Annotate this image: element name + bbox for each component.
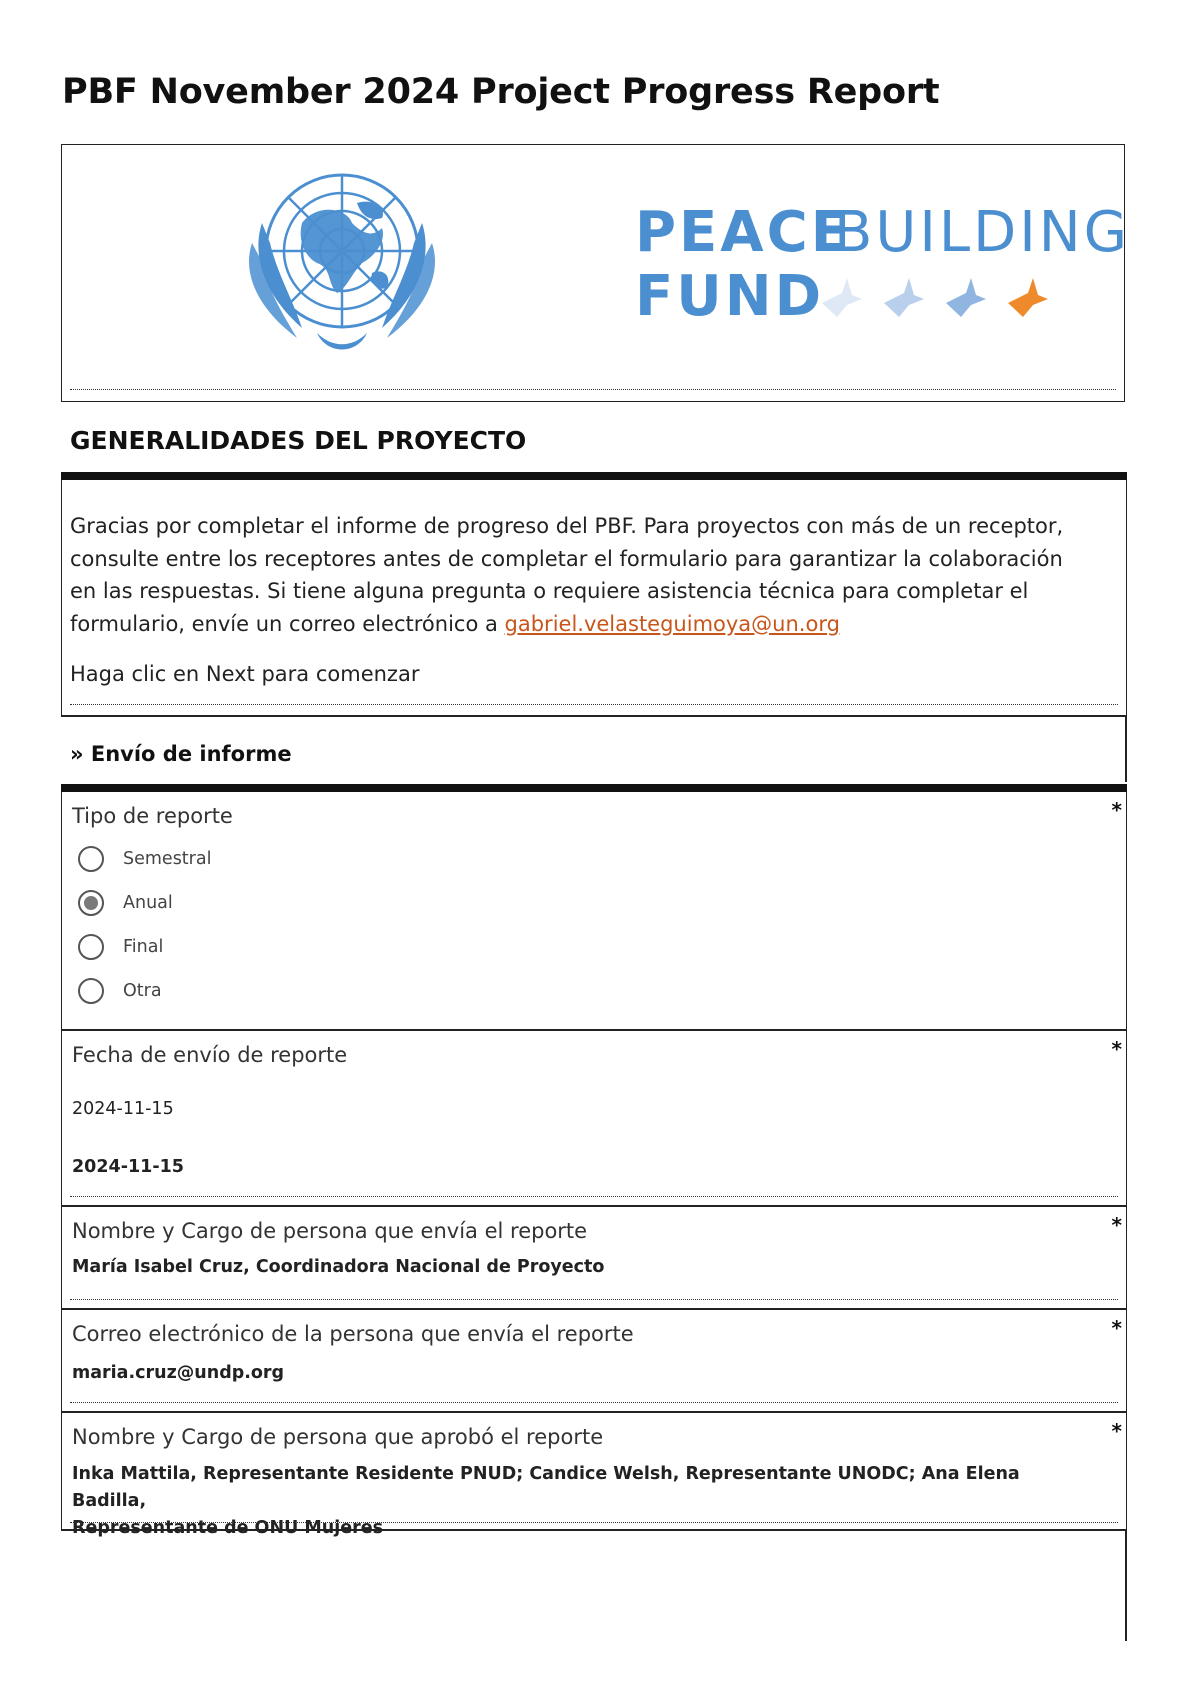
report-type-question xyxy=(61,792,1127,1031)
divider xyxy=(70,1196,1118,1197)
section-divider-bar xyxy=(61,784,1127,792)
page-border xyxy=(1125,1531,1127,1641)
required-marker: * xyxy=(1111,1419,1122,1443)
page-title: PBF November 2024 Project Progress Report xyxy=(62,72,940,112)
radio-label: Final xyxy=(123,937,164,957)
required-marker: * xyxy=(1111,798,1122,822)
required-marker: * xyxy=(1111,1213,1122,1237)
un-emblem-icon xyxy=(222,163,462,363)
logo-banner xyxy=(61,144,1131,402)
submitter-email-question xyxy=(61,1310,1127,1413)
divider xyxy=(70,389,1116,390)
section-heading-envio: » Envío de informe xyxy=(70,742,292,766)
submission-date-label: Fecha de envío de reporte xyxy=(72,1043,348,1067)
page-border xyxy=(1125,717,1127,782)
submitter-name-label: Nombre y Cargo de persona que envía el reporte xyxy=(72,1219,588,1243)
submitter-name-value: María Isabel Cruz, Coordinadora Nacional de Proyecto xyxy=(72,1257,605,1277)
submitter-name-question xyxy=(61,1207,1127,1310)
required-marker: * xyxy=(1111,1037,1122,1061)
radio-button[interactable] xyxy=(78,934,104,960)
submitter-email-label: Correo electrónico de la persona que envía el reporte xyxy=(72,1322,634,1346)
radio-label: Anual xyxy=(123,893,173,913)
radio-option-final[interactable] xyxy=(78,934,163,960)
radio-option-anual[interactable] xyxy=(78,890,173,916)
logo-word-peace: PEACE xyxy=(635,200,852,265)
radio-label: Semestral xyxy=(123,849,212,869)
radio-option-otra[interactable] xyxy=(78,978,162,1004)
submission-date-input[interactable]: 2024-11-15 xyxy=(72,1099,174,1119)
approver-name-line: Representante de ONU Mujeres xyxy=(72,1518,384,1538)
divider xyxy=(70,1522,1118,1523)
divider xyxy=(70,1299,1118,1300)
section-heading-general: GENERALIDADES DEL PROYECTO xyxy=(70,426,527,455)
divider xyxy=(70,1402,1118,1403)
contact-email-link[interactable]: gabriel.velasteguimoya@un.org xyxy=(504,611,840,636)
submission-date-question xyxy=(61,1031,1127,1207)
report-type-label: Tipo de reporte xyxy=(72,804,233,828)
radio-label: Otra xyxy=(123,981,162,1001)
section-divider-bar xyxy=(61,472,1127,480)
intro-paragraph: Gracias por completar el informe de progreso del PBF. Para proyectos con más de un receptor, consulte entre los receptores antes de completar el formulario para garantizar la colaboración en las respuestas. Si tiene alguna pregunta o requiere asistencia técnica para completar el formulario, envíe un correo electrónico a xyxy=(70,514,1064,636)
doves-icon xyxy=(812,273,1052,333)
start-instruction: Haga clic en Next para comenzar xyxy=(70,662,420,686)
peacebuilding-fund-logo xyxy=(222,163,1131,363)
logo-word-fund: FUND xyxy=(635,264,825,329)
intro-panel xyxy=(61,480,1127,717)
approver-name-question xyxy=(61,1413,1127,1538)
approver-name-value xyxy=(72,1461,1072,1542)
logo-word-building: BUILDING xyxy=(834,200,1131,265)
divider xyxy=(70,704,1118,705)
radio-button[interactable] xyxy=(78,846,104,872)
radio-option-semestral[interactable] xyxy=(78,846,211,872)
approver-name-line: Inka Mattila, Representante Residente PNUD; Candice Welsh, Representante UNODC; Ana Elena Badilla, xyxy=(72,1464,1020,1511)
radio-button-selected[interactable] xyxy=(78,890,104,916)
required-marker: * xyxy=(1111,1316,1122,1340)
approver-name-label: Nombre y Cargo de persona que aprobó el reporte xyxy=(72,1425,604,1449)
submitter-email-value: maria.cruz@undp.org xyxy=(72,1363,285,1383)
intro-text xyxy=(70,510,1080,640)
radio-button[interactable] xyxy=(78,978,104,1004)
submission-date-value: 2024-11-15 xyxy=(72,1157,184,1177)
